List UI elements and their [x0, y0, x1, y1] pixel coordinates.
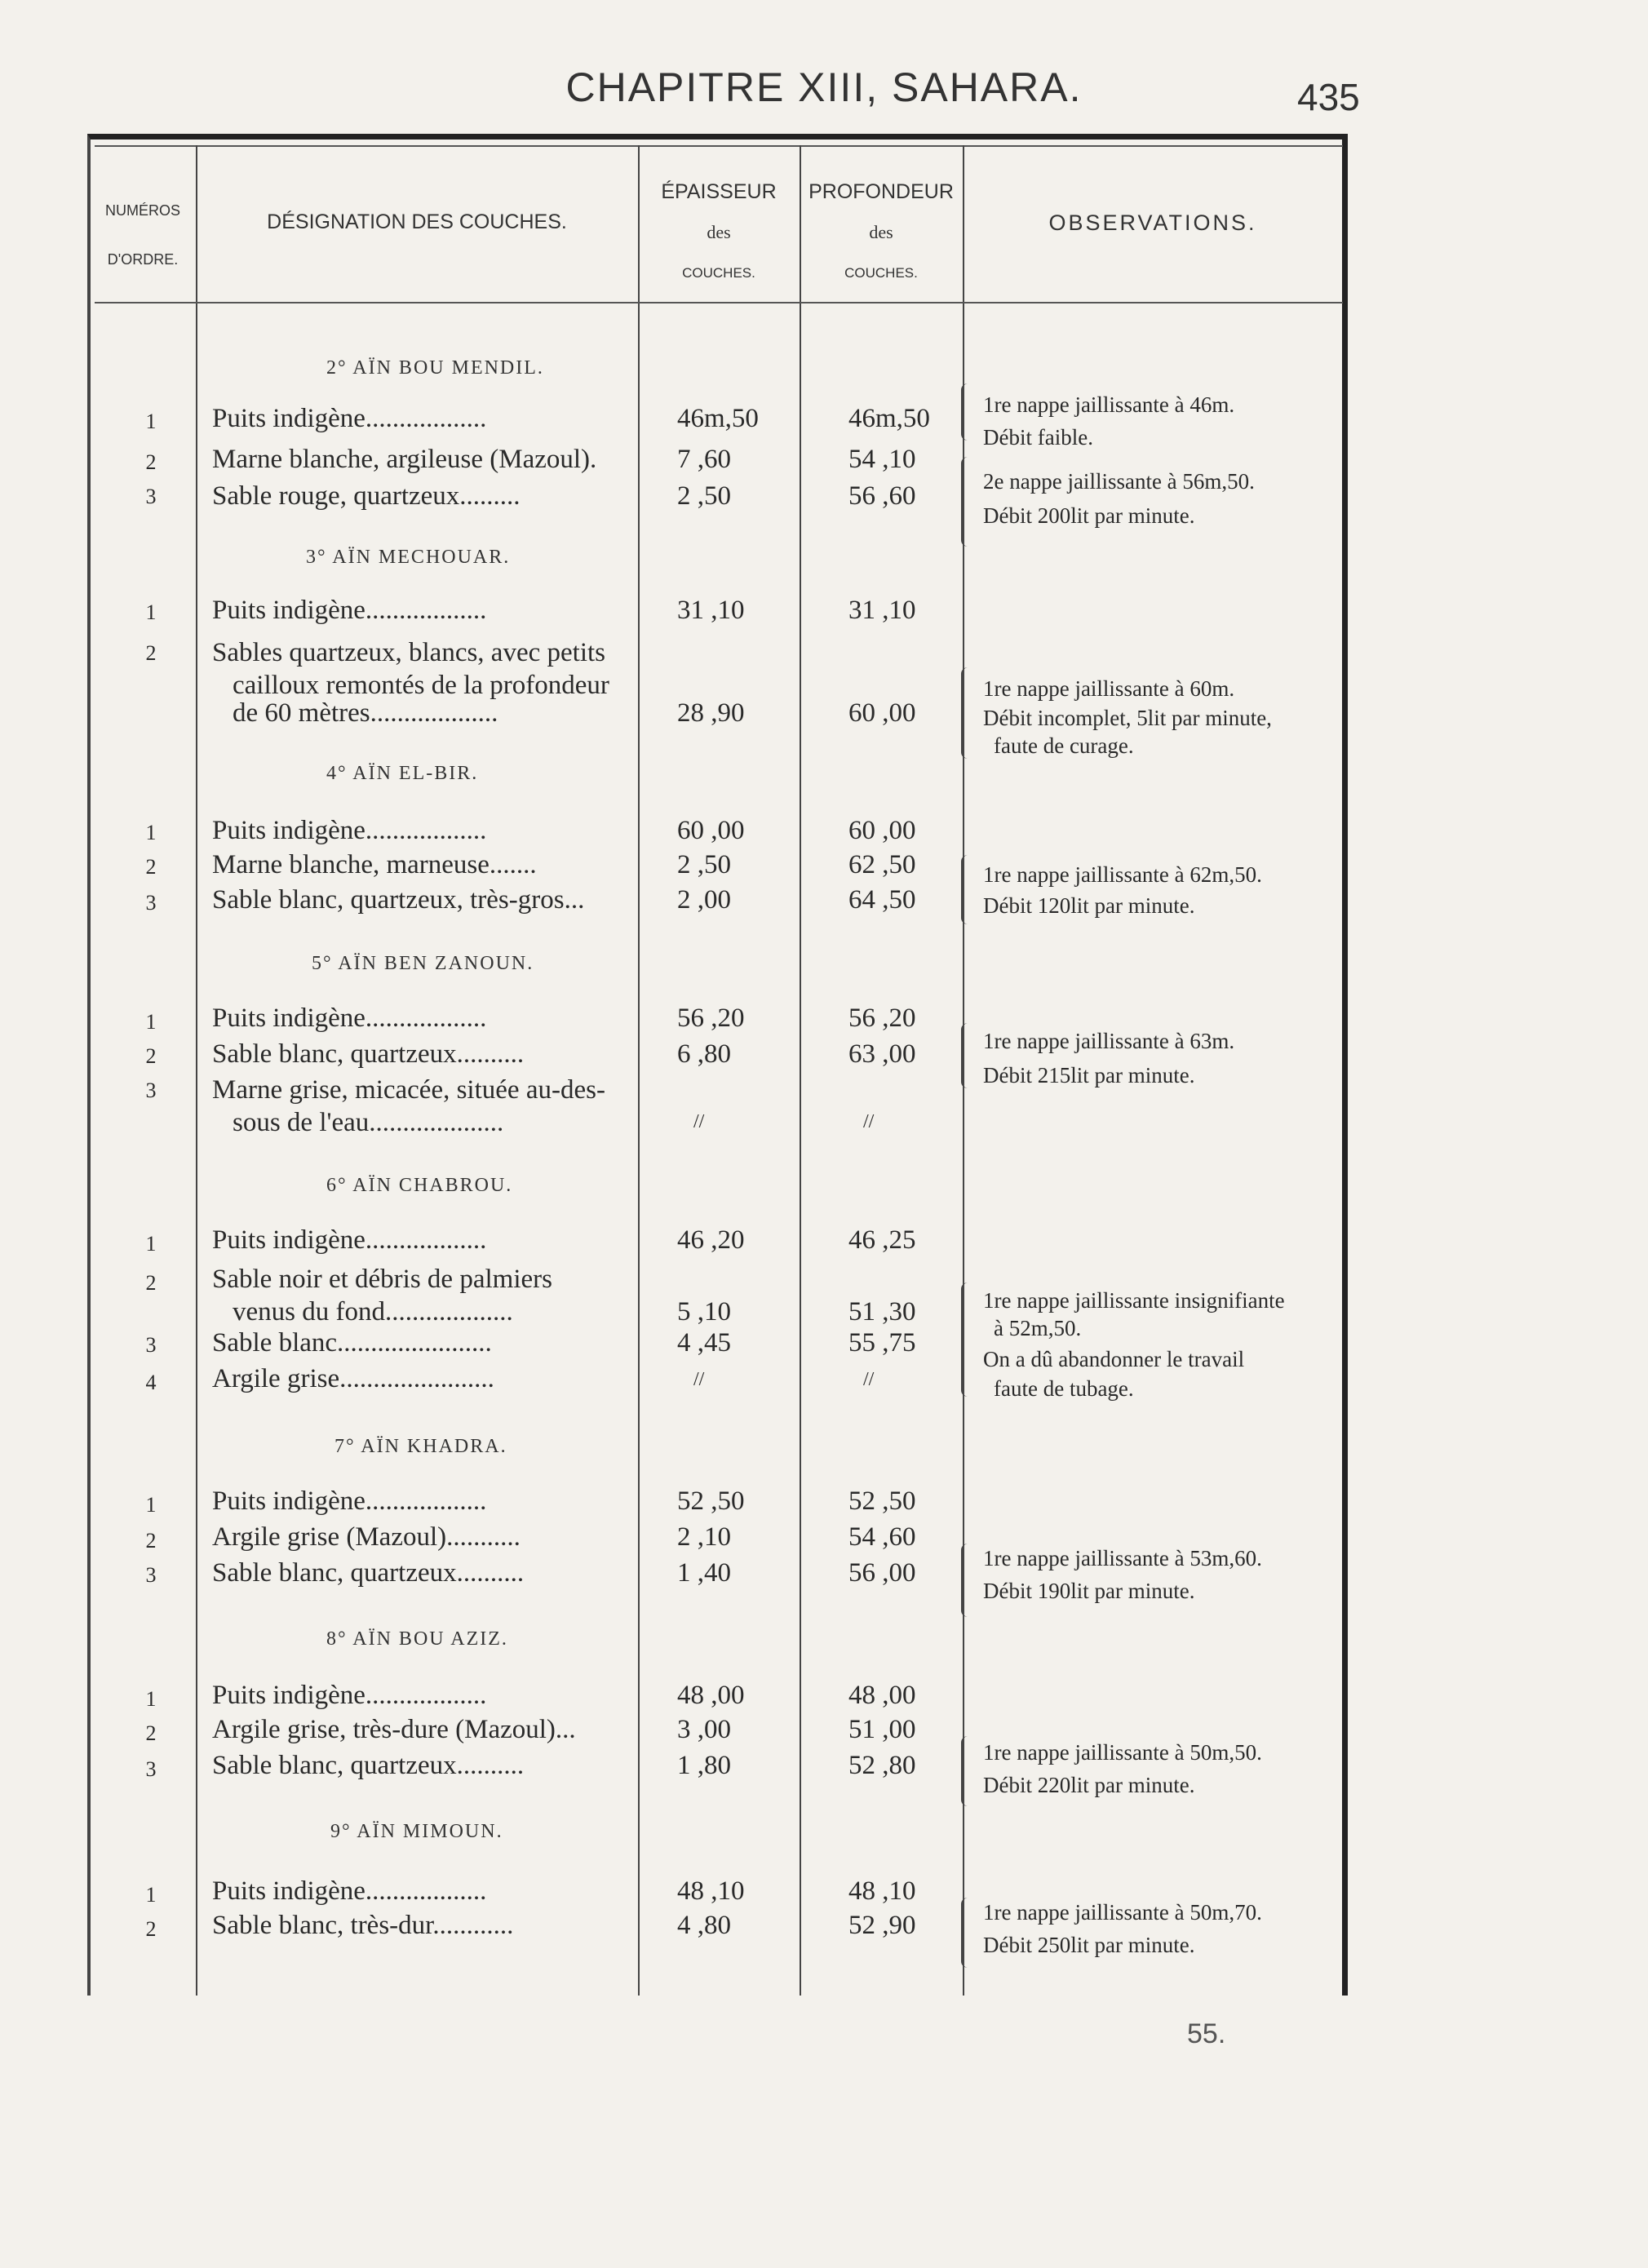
column-header-profondeur-line1: PROFONDEUR: [808, 180, 954, 203]
row-profondeur: 31 ,10: [848, 596, 916, 625]
row-designation: Puits indigène..................: [212, 1225, 487, 1255]
row-designation: Sable blanc, quartzeux..........: [212, 1039, 525, 1069]
observation-brace: [961, 1736, 972, 1806]
row-designation: Marne grise, micacée, située au-des-: [212, 1075, 605, 1105]
row-number: 2: [145, 855, 157, 879]
row-epaisseur: //: [693, 1369, 705, 1390]
row-number: 3: [145, 891, 157, 915]
row-profondeur: 46 ,25: [848, 1225, 916, 1255]
table-inner-top-rule: [95, 145, 1343, 147]
section-title: 2° AÏN BOU MENDIL.: [326, 357, 544, 379]
row-number: 1: [145, 410, 157, 433]
section-title: 5° AÏN BEN ZANOUN.: [312, 953, 534, 974]
header-rule: [95, 302, 1343, 303]
column-header-numero: [90, 186, 196, 284]
row-number: 2: [145, 1721, 157, 1745]
row-epaisseur: 6 ,80: [677, 1039, 731, 1069]
observation-line: 1re nappe jaillissante à 46m.: [983, 392, 1235, 417]
row-designation: Sable blanc, quartzeux, très-gros...: [212, 885, 585, 915]
row-epaisseur: 4 ,45: [677, 1328, 731, 1358]
observation-line: Débit 215lit par minute.: [983, 1063, 1195, 1087]
page-number: 435: [1297, 76, 1360, 118]
section-title: 8° AÏN BOU AZIZ.: [326, 1628, 508, 1650]
column-header-profondeur-line2: des: [869, 222, 893, 242]
row-epaisseur: 2 ,00: [677, 885, 731, 915]
column-header-designation: DÉSIGNATION DES COUCHES.: [267, 210, 567, 233]
observation-line: On a dû abandonner le travail: [983, 1347, 1245, 1371]
row-epaisseur: 28 ,90: [677, 698, 745, 728]
row-number: 3: [145, 1079, 157, 1102]
column-header-numero-line1: NUMÉROS: [104, 202, 180, 219]
row-number: 2: [145, 450, 157, 474]
row-epaisseur: 1 ,40: [677, 1558, 731, 1588]
row-profondeur: 51 ,30: [848, 1297, 916, 1327]
row-designation: venus du fond...................: [233, 1297, 513, 1327]
row-designation: Sable rouge, quartzeux.........: [212, 481, 521, 511]
row-designation: Puits indigène..................: [212, 1486, 487, 1516]
row-epaisseur: //: [693, 1111, 705, 1132]
observation-line: Débit 190lit par minute.: [983, 1579, 1195, 1603]
column-header-profondeur-line3: COUCHES.: [844, 265, 918, 281]
row-designation: Argile grise, très-dure (Mazoul)...: [212, 1715, 576, 1744]
observation-brace: [961, 383, 972, 441]
row-profondeur: 54 ,60: [848, 1522, 916, 1552]
row-number: 2: [145, 1044, 157, 1068]
row-designation: Puits indigène..................: [212, 1003, 487, 1033]
section-title: 9° AÏN MIMOUN.: [330, 1821, 503, 1842]
observation-line: Débit incomplet, 5lit par minute,: [983, 706, 1272, 730]
row-number: 3: [145, 1757, 157, 1781]
observation-line: Débit 220lit par minute.: [983, 1773, 1195, 1797]
row-profondeur: 56 ,00: [848, 1558, 916, 1588]
row-designation: Puits indigène..................: [212, 596, 487, 625]
row-epaisseur: 7 ,60: [677, 445, 731, 474]
row-number: 4: [145, 1371, 157, 1394]
row-designation: Argile grise.......................: [212, 1364, 494, 1393]
observation-line: à 52m,50.: [994, 1316, 1082, 1340]
column-header-epaisseur: [638, 171, 800, 294]
observation-brace: [961, 457, 972, 547]
row-epaisseur: 31 ,10: [677, 596, 745, 625]
observation-line: Débit 250lit par minute.: [983, 1933, 1195, 1957]
column-header-epaisseur-line2: des: [707, 222, 731, 242]
observation-line: 1re nappe jaillissante à 50m,50.: [983, 1740, 1262, 1765]
row-number: 1: [145, 1493, 157, 1517]
row-epaisseur: 52 ,50: [677, 1486, 745, 1516]
row-epaisseur: 4 ,80: [677, 1911, 731, 1940]
observation-brace: [961, 855, 972, 924]
observation-line: Débit faible.: [983, 425, 1093, 450]
observation-line: faute de tubage.: [994, 1376, 1134, 1401]
section-title: 6° AÏN CHABROU.: [326, 1175, 513, 1196]
row-profondeur: //: [863, 1111, 875, 1132]
row-epaisseur: 56 ,20: [677, 1003, 745, 1033]
section-title: 3° AÏN MECHOUAR.: [306, 547, 511, 568]
observation-line: 1re nappe jaillissante à 62m,50.: [983, 862, 1262, 887]
observation-line: 1re nappe jaillissante à 53m,60.: [983, 1546, 1262, 1570]
observation-brace: [961, 1544, 972, 1617]
row-profondeur: 52 ,80: [848, 1751, 916, 1780]
row-number: 2: [145, 1271, 157, 1295]
column-divider: [800, 145, 801, 1996]
row-epaisseur: 2 ,50: [677, 481, 731, 511]
row-epaisseur: 1 ,80: [677, 1751, 731, 1780]
row-epaisseur: 3 ,00: [677, 1715, 731, 1744]
column-divider: [638, 145, 640, 1996]
row-epaisseur: 2 ,10: [677, 1522, 731, 1552]
row-designation: Sable noir et débris de palmiers: [212, 1265, 552, 1294]
row-number: 2: [145, 641, 157, 665]
row-profondeur: 64 ,50: [848, 885, 916, 915]
row-designation: Puits indigène..................: [212, 816, 487, 845]
column-header-observations: OBSERVATIONS.: [1048, 210, 1257, 235]
row-number: 3: [145, 485, 157, 508]
row-designation: de 60 mètres...................: [233, 698, 498, 728]
row-number: 2: [145, 1529, 157, 1553]
observation-line: 1re nappe jaillissante à 63m.: [983, 1029, 1235, 1053]
row-number: 3: [145, 1563, 157, 1587]
row-number: 1: [145, 600, 157, 624]
row-profondeur: 51 ,00: [848, 1715, 916, 1744]
row-designation: cailloux remontés de la profondeur: [233, 671, 609, 700]
row-profondeur: 46m,50: [848, 404, 930, 433]
observation-line: faute de curage.: [994, 733, 1134, 758]
row-profondeur: 52 ,50: [848, 1486, 916, 1516]
row-profondeur: 63 ,00: [848, 1039, 916, 1069]
observation-line: Débit 200lit par minute.: [983, 503, 1195, 528]
row-profondeur: 56 ,20: [848, 1003, 916, 1033]
row-profondeur: 60 ,00: [848, 816, 916, 845]
observation-line: 1re nappe jaillissante à 60m.: [983, 676, 1235, 701]
row-epaisseur: 46m,50: [677, 404, 759, 433]
row-designation: Puits indigène..................: [212, 404, 487, 433]
row-number: 1: [145, 1232, 157, 1256]
column-header-epaisseur-line1: ÉPAISSEUR: [661, 180, 777, 203]
column-header-epaisseur-line3: COUCHES.: [682, 265, 755, 281]
observation-line: 2e nappe jaillissante à 56m,50.: [983, 469, 1255, 494]
row-designation: Puits indigène..................: [212, 1876, 487, 1906]
row-designation: Sables quartzeux, blancs, avec petits: [212, 638, 605, 667]
row-epaisseur: 48 ,00: [677, 1681, 745, 1710]
row-profondeur: 60 ,00: [848, 698, 916, 728]
row-profondeur: 55 ,75: [848, 1328, 916, 1358]
observation-brace: [961, 1282, 972, 1397]
row-profondeur: 48 ,10: [848, 1876, 916, 1906]
column-header-profondeur: [800, 171, 963, 294]
observation-line: Débit 120lit par minute.: [983, 893, 1195, 918]
column-header-numero-line2: D'ORDRE.: [107, 251, 179, 268]
row-profondeur: //: [863, 1369, 875, 1390]
row-designation: Sable blanc.......................: [212, 1328, 492, 1358]
row-number: 1: [145, 1687, 157, 1711]
row-designation: Argile grise (Mazoul)...........: [212, 1522, 521, 1552]
row-designation: Puits indigène..................: [212, 1681, 487, 1710]
row-designation: Marne blanche, argileuse (Mazoul).: [212, 445, 597, 474]
row-epaisseur: 2 ,50: [677, 850, 731, 879]
observation-line: 1re nappe jaillissante à 50m,70.: [983, 1900, 1262, 1925]
row-profondeur: 48 ,00: [848, 1681, 916, 1710]
row-designation: Sable blanc, quartzeux..........: [212, 1558, 525, 1588]
signature-mark: 55.: [1187, 2018, 1226, 2049]
row-number: 1: [145, 1883, 157, 1907]
row-profondeur: 56 ,60: [848, 481, 916, 511]
observation-line: 1re nappe jaillissante insignifiante: [983, 1288, 1285, 1313]
row-epaisseur: 5 ,10: [677, 1297, 731, 1327]
row-designation: sous de l'eau....................: [233, 1108, 504, 1137]
column-divider: [196, 145, 197, 1996]
section-title: 4° AÏN EL-BIR.: [326, 763, 479, 784]
row-designation: Sable blanc, très-dur............: [212, 1911, 514, 1940]
row-epaisseur: 46 ,20: [677, 1225, 745, 1255]
page-title: CHAPITRE XIII, SAHARA.: [565, 64, 1083, 110]
row-designation: Sable blanc, quartzeux..........: [212, 1751, 525, 1780]
row-epaisseur: 48 ,10: [677, 1876, 745, 1906]
row-number: 3: [145, 1333, 157, 1357]
row-number: 1: [145, 821, 157, 844]
observation-brace: [961, 1898, 972, 1968]
observation-brace: [961, 1023, 972, 1088]
section-title: 7° AÏN KHADRA.: [334, 1436, 507, 1457]
row-profondeur: 54 ,10: [848, 445, 916, 474]
row-epaisseur: 60 ,00: [677, 816, 745, 845]
row-number: 2: [145, 1917, 157, 1941]
row-profondeur: 62 ,50: [848, 850, 916, 879]
row-profondeur: 52 ,90: [848, 1911, 916, 1940]
row-designation: Marne blanche, marneuse.......: [212, 850, 537, 879]
row-number: 1: [145, 1010, 157, 1034]
observation-brace: [961, 667, 972, 759]
